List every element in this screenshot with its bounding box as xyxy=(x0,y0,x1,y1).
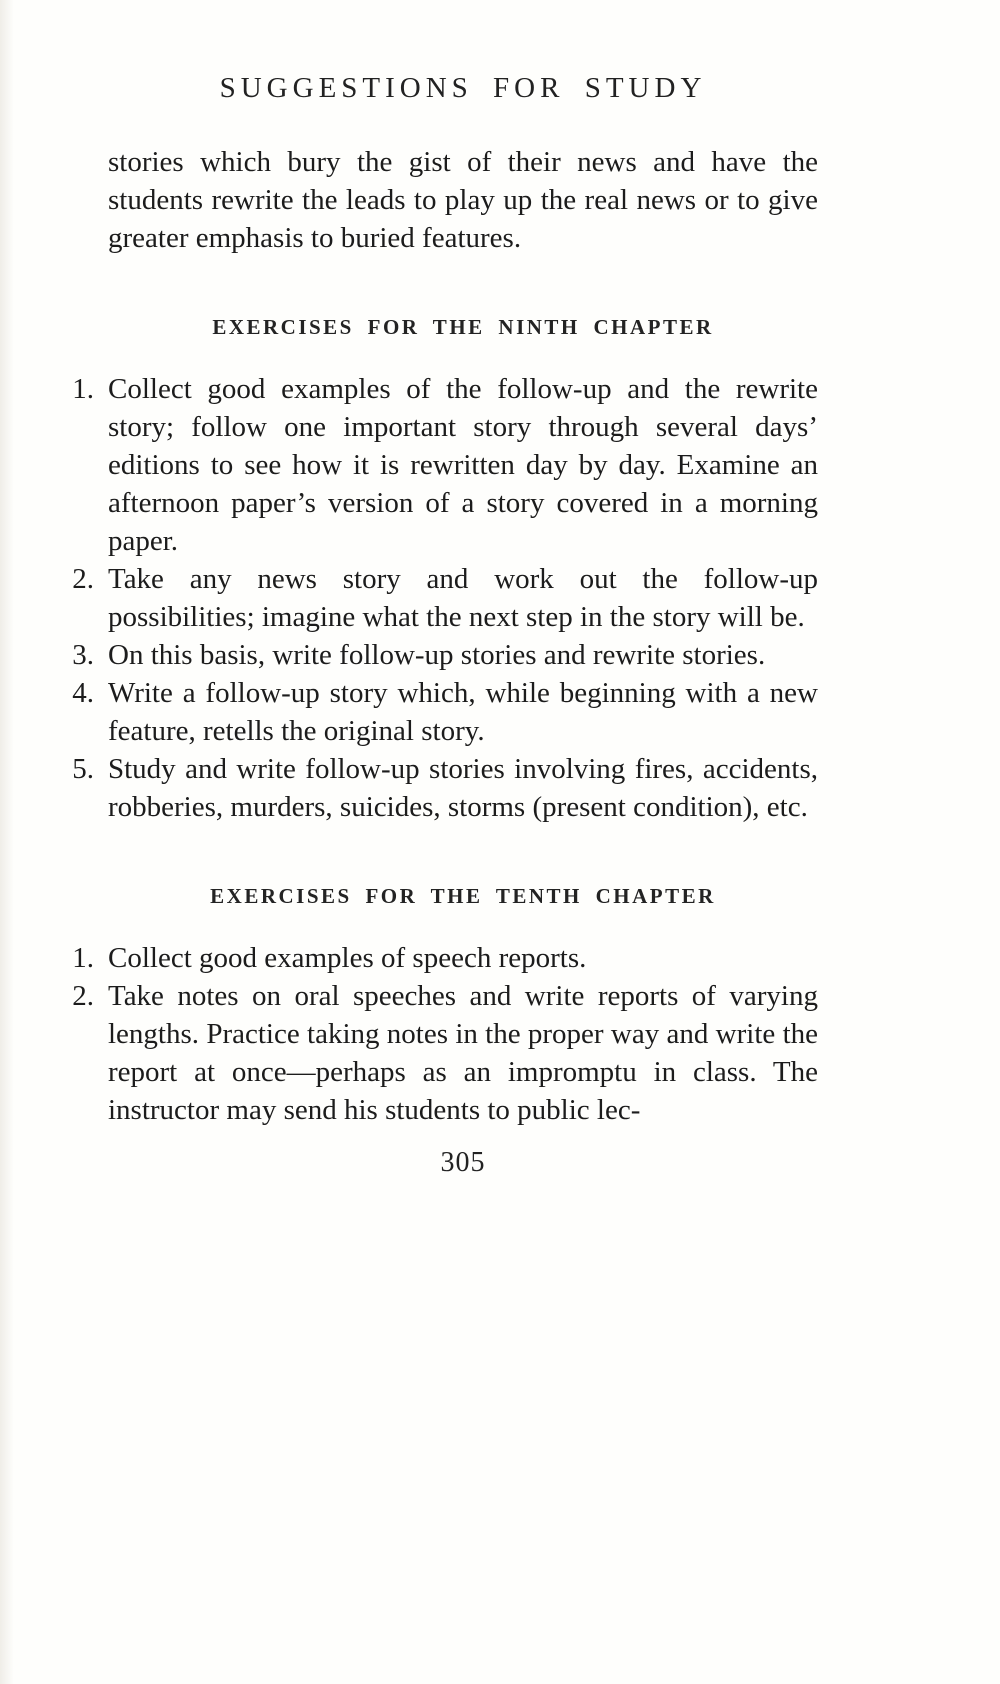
list-item-number: 5. xyxy=(72,753,94,785)
list-item xyxy=(58,674,818,750)
list-item-text: Take any news story and work out the follow-up possibilities; imagine what the next step in the story will be. xyxy=(108,563,818,633)
list-item xyxy=(58,750,818,826)
list-item-text: Take notes on oral speeches and write reports of varying lengths. Practice taking notes in the proper way and write the report at once—perhaps as an impromptu in class. The instructor may send his students to public lec- xyxy=(108,980,818,1126)
list-item-number: 2. xyxy=(72,980,94,1012)
list-item-number: 1. xyxy=(72,373,94,405)
list-item-text: Study and write follow-up stories involving fires, accidents, robberies, murders, suicides, storms (present condition), etc. xyxy=(108,753,818,823)
list-item-text: Collect good examples of the follow-up and the rewrite story; follow one important story through several days’ editions to see how it is rewritten day by day. Examine an afternoon paper’s version of a story covered in a morning paper. xyxy=(108,373,818,557)
list-item-number: 3. xyxy=(72,639,94,671)
running-header: SUGGESTIONS FOR STUDY xyxy=(219,72,707,104)
list-item xyxy=(58,636,818,674)
list-item-text: Write a follow-up story which, while beginning with a new feature, retells the original story. xyxy=(108,677,818,747)
tenth-chapter-exercise-list xyxy=(58,939,818,1129)
list-item-number: 2. xyxy=(72,563,94,595)
section-heading-tenth-chapter: EXERCISES FOR THE TENTH CHAPTER xyxy=(210,884,716,908)
list-item xyxy=(58,370,818,560)
list-item xyxy=(58,560,818,636)
list-item-number: 4. xyxy=(72,677,94,709)
list-item-text: On this basis, write follow-up stories and rewrite stories. xyxy=(108,639,766,671)
list-item xyxy=(58,977,818,1129)
list-item xyxy=(58,939,818,977)
section-heading-ninth-chapter: EXERCISES FOR THE NINTH CHAPTER xyxy=(212,315,714,339)
list-item-number: 1. xyxy=(72,942,94,974)
page-number: 305 xyxy=(440,1147,486,1178)
list-item-text: Collect good examples of speech reports. xyxy=(108,942,587,974)
intro-paragraph: stories which bury the gist of their news and have the students rewrite the leads to play up the real news or to give greater emphasis to buried features. xyxy=(108,146,818,254)
ninth-chapter-exercise-list xyxy=(58,370,818,826)
